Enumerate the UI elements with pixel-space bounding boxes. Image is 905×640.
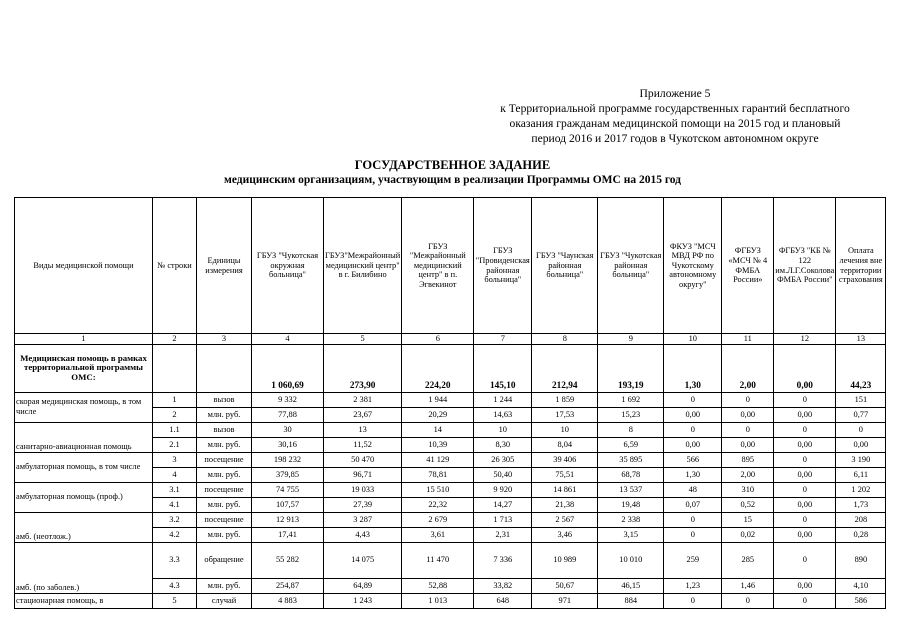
- row-value: 6,11: [836, 467, 886, 482]
- row-value: 55 282: [252, 542, 324, 578]
- row-value: 648: [474, 593, 532, 608]
- row-value: 13: [324, 422, 402, 437]
- row-value: 3,15: [598, 527, 664, 542]
- row-value: 0,00: [664, 407, 722, 422]
- row-value: 41 129: [402, 452, 474, 467]
- row-unit: млн. руб.: [197, 527, 252, 542]
- row-value: 27,39: [324, 497, 402, 512]
- row-value: 50,67: [532, 578, 598, 593]
- row-value: 0: [722, 422, 774, 437]
- column-header: ГБУЗ "Чукотская окружная больница": [252, 198, 324, 334]
- row-value: 9 920: [474, 482, 532, 497]
- column-number: 10: [664, 334, 722, 345]
- section-label: Медицинская помощь в рамках территориальной программы ОМС:: [15, 344, 153, 392]
- row-value: 208: [836, 512, 886, 527]
- row-value: 0: [774, 512, 836, 527]
- row-value: 890: [836, 542, 886, 578]
- row-value: 11 470: [402, 542, 474, 578]
- empty-cell: [197, 344, 252, 392]
- row-label: амб. (по заболев.): [15, 542, 153, 593]
- row-value: 2 567: [532, 512, 598, 527]
- row-value: 971: [532, 593, 598, 608]
- row-value: 0,07: [664, 497, 722, 512]
- row-value: 15: [722, 512, 774, 527]
- row-value: 379,85: [252, 467, 324, 482]
- column-header: ГБУЗ "Провиденская районная больница": [474, 198, 532, 334]
- row-unit: посещение: [197, 482, 252, 497]
- document-subtitle: медицинским организациям, участвующим в реализации Программы ОМС на 2015 год: [223, 174, 681, 186]
- row-value: 50,40: [474, 467, 532, 482]
- row-value: 9 332: [252, 392, 324, 407]
- row-value: 1,30: [664, 467, 722, 482]
- section-value: 145,10: [474, 344, 532, 392]
- section-value: 44,23: [836, 344, 886, 392]
- row-value: 285: [722, 542, 774, 578]
- table-row: [15, 542, 886, 578]
- row-value: 0: [722, 593, 774, 608]
- row-value: 19 033: [324, 482, 402, 497]
- row-unit: млн. руб.: [197, 497, 252, 512]
- row-value: 0,00: [774, 578, 836, 593]
- row-value: 23,67: [324, 407, 402, 422]
- row-value: 26 305: [474, 452, 532, 467]
- row-value: 586: [836, 593, 886, 608]
- row-value: 33,82: [474, 578, 532, 593]
- column-number: 4: [252, 334, 324, 345]
- section-value: 2,00: [722, 344, 774, 392]
- row-value: 14,27: [474, 497, 532, 512]
- row-value: 15 510: [402, 482, 474, 497]
- column-header: ГБУЗ "Чаунская районная больница": [532, 198, 598, 334]
- row-number: 4.2: [153, 527, 197, 542]
- table-row: [15, 512, 886, 527]
- appendix-note: [440, 86, 905, 146]
- column-header: Оплата лечения вне территории страхования: [836, 198, 886, 334]
- row-value: 107,57: [252, 497, 324, 512]
- row-value: 77,88: [252, 407, 324, 422]
- row-number: 4.1: [153, 497, 197, 512]
- row-value: 20,29: [402, 407, 474, 422]
- row-unit: случай: [197, 593, 252, 608]
- row-unit: млн. руб.: [197, 467, 252, 482]
- column-number-row: [15, 334, 886, 345]
- row-value: 21,38: [532, 497, 598, 512]
- row-value: 10 989: [532, 542, 598, 578]
- row-value: 3 287: [324, 512, 402, 527]
- table-row: [15, 422, 886, 437]
- column-number: 9: [598, 334, 664, 345]
- appendix-line: Приложение 5: [639, 87, 711, 100]
- row-unit: млн. руб.: [197, 407, 252, 422]
- section-value: 1 060,69: [252, 344, 324, 392]
- row-value: 0: [774, 452, 836, 467]
- row-value: 7 336: [474, 542, 532, 578]
- row-value: 0,00: [774, 527, 836, 542]
- row-value: 4,10: [836, 578, 886, 593]
- row-value: 6,59: [598, 437, 664, 452]
- row-label: стационарная помощь, в: [15, 593, 153, 608]
- row-number: 3.1: [153, 482, 197, 497]
- column-number: 2: [153, 334, 197, 345]
- row-value: 52,88: [402, 578, 474, 593]
- row-value: 10: [474, 422, 532, 437]
- row-value: 0,77: [836, 407, 886, 422]
- column-number: 8: [532, 334, 598, 345]
- column-number: 1: [15, 334, 153, 345]
- row-unit: млн. руб.: [197, 578, 252, 593]
- row-value: 14 861: [532, 482, 598, 497]
- row-value: 75,51: [532, 467, 598, 482]
- row-value: 22,32: [402, 497, 474, 512]
- row-value: 151: [836, 392, 886, 407]
- row-value: 35 895: [598, 452, 664, 467]
- row-unit: обращение: [197, 542, 252, 578]
- column-number: 7: [474, 334, 532, 345]
- row-value: 12 913: [252, 512, 324, 527]
- row-value: 10,39: [402, 437, 474, 452]
- row-value: 19,48: [598, 497, 664, 512]
- section-value: 1,30: [664, 344, 722, 392]
- column-header: ФГБУЗ «МСЧ № 4 ФМБА России»: [722, 198, 774, 334]
- row-value: 0: [774, 422, 836, 437]
- row-value: 78,81: [402, 467, 474, 482]
- row-unit: посещение: [197, 452, 252, 467]
- row-value: 2,31: [474, 527, 532, 542]
- row-value: 11,52: [324, 437, 402, 452]
- row-value: 0,28: [836, 527, 886, 542]
- row-value: 198 232: [252, 452, 324, 467]
- row-value: 10 010: [598, 542, 664, 578]
- row-number: 1.1: [153, 422, 197, 437]
- row-value: 3,46: [532, 527, 598, 542]
- column-header: ГБУЗ "Межрайонный медицинский центр" в п. Эгвекинот: [402, 198, 474, 334]
- header-row: [15, 198, 886, 334]
- row-value: 8: [598, 422, 664, 437]
- row-value: 254,87: [252, 578, 324, 593]
- row-value: 10: [532, 422, 598, 437]
- row-value: 3 190: [836, 452, 886, 467]
- row-value: 0: [664, 422, 722, 437]
- appendix-line: период 2016 и 2017 годов в Чукотском автономном округе: [531, 132, 819, 145]
- row-value: 50 470: [324, 452, 402, 467]
- column-number: 13: [836, 334, 886, 345]
- section-total-row: [15, 344, 886, 392]
- column-header: ГБУЗ"Межрайонный медицинский центр" в г. Билибино: [324, 198, 402, 334]
- row-number: 5: [153, 593, 197, 608]
- row-value: 0,00: [836, 437, 886, 452]
- column-number: 5: [324, 334, 402, 345]
- row-value: 64,89: [324, 578, 402, 593]
- row-value: 4 883: [252, 593, 324, 608]
- section-value: 0,00: [774, 344, 836, 392]
- row-value: 14 075: [324, 542, 402, 578]
- row-value: 0,00: [774, 407, 836, 422]
- row-value: 15,23: [598, 407, 664, 422]
- row-value: 0,52: [722, 497, 774, 512]
- row-value: 1 013: [402, 593, 474, 608]
- row-unit: вызов: [197, 422, 252, 437]
- row-number: 3.2: [153, 512, 197, 527]
- row-value: 310: [722, 482, 774, 497]
- row-value: 68,78: [598, 467, 664, 482]
- document-title: ГОСУДАРСТВЕННОЕ ЗАДАНИЕ: [354, 158, 551, 172]
- row-value: 14: [402, 422, 474, 437]
- row-label: амбулаторная помощь (проф.): [15, 482, 153, 512]
- row-value: 0: [836, 422, 886, 437]
- row-value: 8,30: [474, 437, 532, 452]
- row-unit: посещение: [197, 512, 252, 527]
- state-task-table: [14, 197, 886, 609]
- section-value: 224,20: [402, 344, 474, 392]
- row-value: 1 244: [474, 392, 532, 407]
- column-header: Единицы измерения: [197, 198, 252, 334]
- table-row: [15, 452, 886, 467]
- row-value: 4,43: [324, 527, 402, 542]
- row-value: 0,00: [774, 467, 836, 482]
- row-value: 1 692: [598, 392, 664, 407]
- row-value: 1 713: [474, 512, 532, 527]
- column-number: 11: [722, 334, 774, 345]
- row-number: 1: [153, 392, 197, 407]
- row-value: 1,46: [722, 578, 774, 593]
- row-number: 4: [153, 467, 197, 482]
- row-label: амбулаторная помощь, в том числе: [15, 452, 153, 482]
- row-value: 1 944: [402, 392, 474, 407]
- row-value: 1 859: [532, 392, 598, 407]
- row-value: 17,53: [532, 407, 598, 422]
- row-unit: млн. руб.: [197, 437, 252, 452]
- appendix-line: оказания гражданам медицинской помощи на 2015 год и плановый: [509, 117, 841, 130]
- table-row: [15, 593, 886, 608]
- row-value: 30,16: [252, 437, 324, 452]
- row-value: 0,00: [774, 497, 836, 512]
- row-value: 48: [664, 482, 722, 497]
- row-unit: вызов: [197, 392, 252, 407]
- row-number: 3: [153, 452, 197, 467]
- row-value: 0: [774, 392, 836, 407]
- column-number: 6: [402, 334, 474, 345]
- row-value: 0: [722, 392, 774, 407]
- row-value: 14,63: [474, 407, 532, 422]
- column-header: ГБУЗ "Чукотская районная больница": [598, 198, 664, 334]
- row-value: 2 679: [402, 512, 474, 527]
- section-value: 212,94: [532, 344, 598, 392]
- row-value: 1 202: [836, 482, 886, 497]
- row-value: 39 406: [532, 452, 598, 467]
- column-number: 12: [774, 334, 836, 345]
- column-header: ФГБУЗ "КБ № 122 им.Л.Г.Соколова ФМБА России": [774, 198, 836, 334]
- section-value: 273,90: [324, 344, 402, 392]
- row-value: 74 755: [252, 482, 324, 497]
- row-value: 1,73: [836, 497, 886, 512]
- empty-cell: [153, 344, 197, 392]
- column-header: № строки: [153, 198, 197, 334]
- column-header: Виды медицинской помощи: [15, 198, 153, 334]
- row-value: 0: [664, 593, 722, 608]
- row-value: 2 381: [324, 392, 402, 407]
- row-value: 259: [664, 542, 722, 578]
- row-value: 96,71: [324, 467, 402, 482]
- row-label: санитарно-авиационная помощь: [15, 422, 153, 452]
- row-value: 0,00: [722, 407, 774, 422]
- row-label: амб. (неотлож.): [15, 512, 153, 542]
- row-value: 0: [774, 482, 836, 497]
- row-value: 566: [664, 452, 722, 467]
- row-value: 46,15: [598, 578, 664, 593]
- row-value: 17,41: [252, 527, 324, 542]
- row-number: 4.3: [153, 578, 197, 593]
- column-number: 3: [197, 334, 252, 345]
- row-value: 895: [722, 452, 774, 467]
- column-header: ФКУЗ "МСЧ МВД РФ по Чукотскому автономному округу": [664, 198, 722, 334]
- row-value: 3,61: [402, 527, 474, 542]
- row-value: 13 537: [598, 482, 664, 497]
- row-value: 0: [664, 392, 722, 407]
- table-row: [15, 392, 886, 407]
- section-value: 193,19: [598, 344, 664, 392]
- row-value: 1,23: [664, 578, 722, 593]
- row-value: 0,00: [664, 437, 722, 452]
- row-value: 0,00: [722, 437, 774, 452]
- row-value: 2 338: [598, 512, 664, 527]
- row-number: 3.3: [153, 542, 197, 578]
- row-value: 0: [664, 527, 722, 542]
- row-value: 884: [598, 593, 664, 608]
- row-value: 0,02: [722, 527, 774, 542]
- appendix-line: к Территориальной программе государственных гарантий бесплатного: [500, 102, 850, 115]
- row-value: 2,00: [722, 467, 774, 482]
- row-value: 1 243: [324, 593, 402, 608]
- row-value: 0,00: [774, 437, 836, 452]
- row-label: скорая медицинская помощь, в том числе: [15, 392, 153, 422]
- row-value: 0: [774, 542, 836, 578]
- row-value: 0: [774, 593, 836, 608]
- row-value: 8,04: [532, 437, 598, 452]
- row-number: 2.1: [153, 437, 197, 452]
- row-number: 2: [153, 407, 197, 422]
- row-value: 30: [252, 422, 324, 437]
- table-row: [15, 482, 886, 497]
- row-value: 0: [664, 512, 722, 527]
